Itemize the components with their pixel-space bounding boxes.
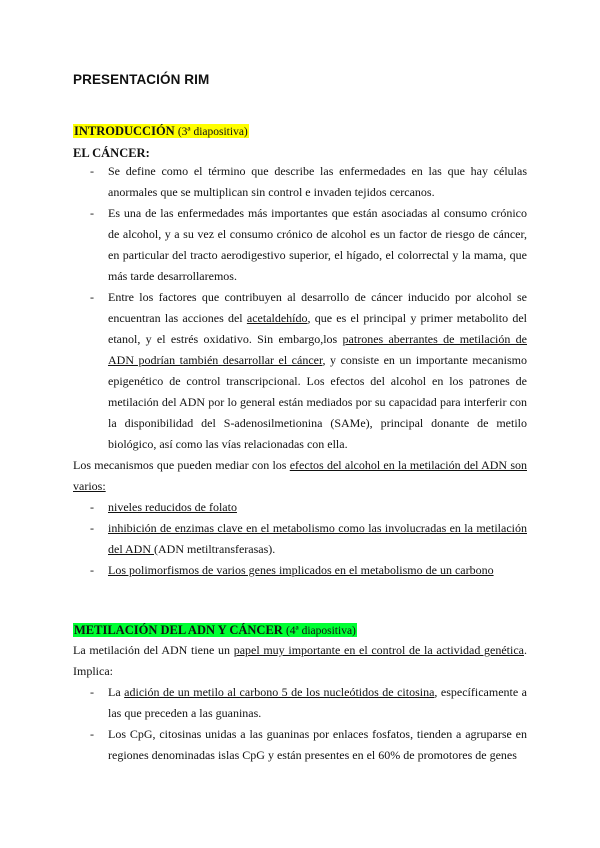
introduccion-body [73,161,527,581]
list-item [73,682,527,724]
underlined-text: Los polimorfismos de varios genes implicados en el metabolismo de un carbono [108,563,494,577]
document-title: PRESENTACIÓN RIM [73,72,210,87]
list-item [73,497,527,518]
cancer-bullet-list [73,161,527,455]
list-item-text: , y consiste en un importante mecanismo epigenético de control transcripcional. Los efectos del alcohol en los patrones de metilación del ADN por lo general están mediados por su capacidad para interferir con la disponibilidad del S-adenosilmetionina (SAMe), principal donante de metilo biológico, así como las vías relacionadas con ella. [108,353,528,451]
list-item-text: Entre los factores que contribuyen al desarrollo de cáncer inducido por alcohol se encuentran las acciones del [108,290,527,325]
underlined-text: niveles reducidos de folato [108,500,237,514]
section-metilacion-heading [73,622,357,639]
list-item-text: , que es el principal y primer metabolito del etanol, y el estrés oxidativo. Sin embargo,los [108,311,527,346]
paragraph-text: . Implica: [73,643,527,678]
list-item-text: Se define como el término que describe las enfermedades en las que hay células anormales que se multiplican sin control e invaden tejidos cercanos. [108,164,527,199]
underlined-text: inhibición de enzimas clave en el metabolismo como las involucradas en la metilación del ADN [108,521,527,556]
list-item-text: , específicamente a las que preceden a las guaninas. [108,685,528,720]
underlined-text: patrones aberrantes de metilación de ADN podrían también desarrollar el cáncer [108,332,527,367]
mechanisms-list [73,497,527,581]
list-item-text: Es una de las enfermedades más importantes que están asociadas al consumo crónico de alcohol, y a su vez el consumo crónico de alcohol es un factor de riesgo de cáncer, en particular del tracto aerodigestivo superior, el hígado, el colorrectal y la mama, que más tarde desarrollaremos. [108,206,527,283]
metilacion-bullet-list [73,682,527,766]
section-note: (3ª diapositiva) [177,126,248,138]
section-title: INTRODUCCIÓN [74,124,175,138]
section-highlight [73,124,249,138]
list-item [73,161,527,203]
paragraph-text: Los mecanismos que pueden mediar con los [73,458,290,472]
mechanisms-paragraph [73,455,527,497]
list-item [73,724,527,766]
section-note: (4ª diapositiva) [285,625,356,637]
list-item-text: La [108,685,125,699]
section-title: METILACIÓN DEL ADN Y CÁNCER [74,623,283,637]
underlined-text: acetaldehído [246,311,308,325]
list-item-text: (ADN metiltransferasas). [154,542,276,556]
list-item [73,560,527,581]
section-highlight [73,623,357,637]
list-item [73,287,527,455]
underlined-text: efectos del alcohol en la metilación del ADN son varios: [73,458,527,493]
list-item [73,518,527,560]
underlined-text: adición de un metilo al carbono 5 de los nucleótidos de citosina [124,685,435,699]
underlined-text: papel muy importante en el control de la actividad genética [233,643,524,657]
paragraph-text: La metilación del ADN tiene un [73,643,234,657]
list-item-text: Los CpG, citosinas unidas a las guaninas por enlaces fosfatos, tienden a agruparse en regiones denominadas islas CpG y están presentes en el 60% de promotores de genes [108,727,527,762]
metilacion-intro-paragraph [73,640,527,682]
metilacion-body [73,640,527,766]
section-introduccion-heading [73,123,249,140]
el-cancer-subheading: EL CÁNCER: [73,146,150,160]
list-item [73,203,527,287]
